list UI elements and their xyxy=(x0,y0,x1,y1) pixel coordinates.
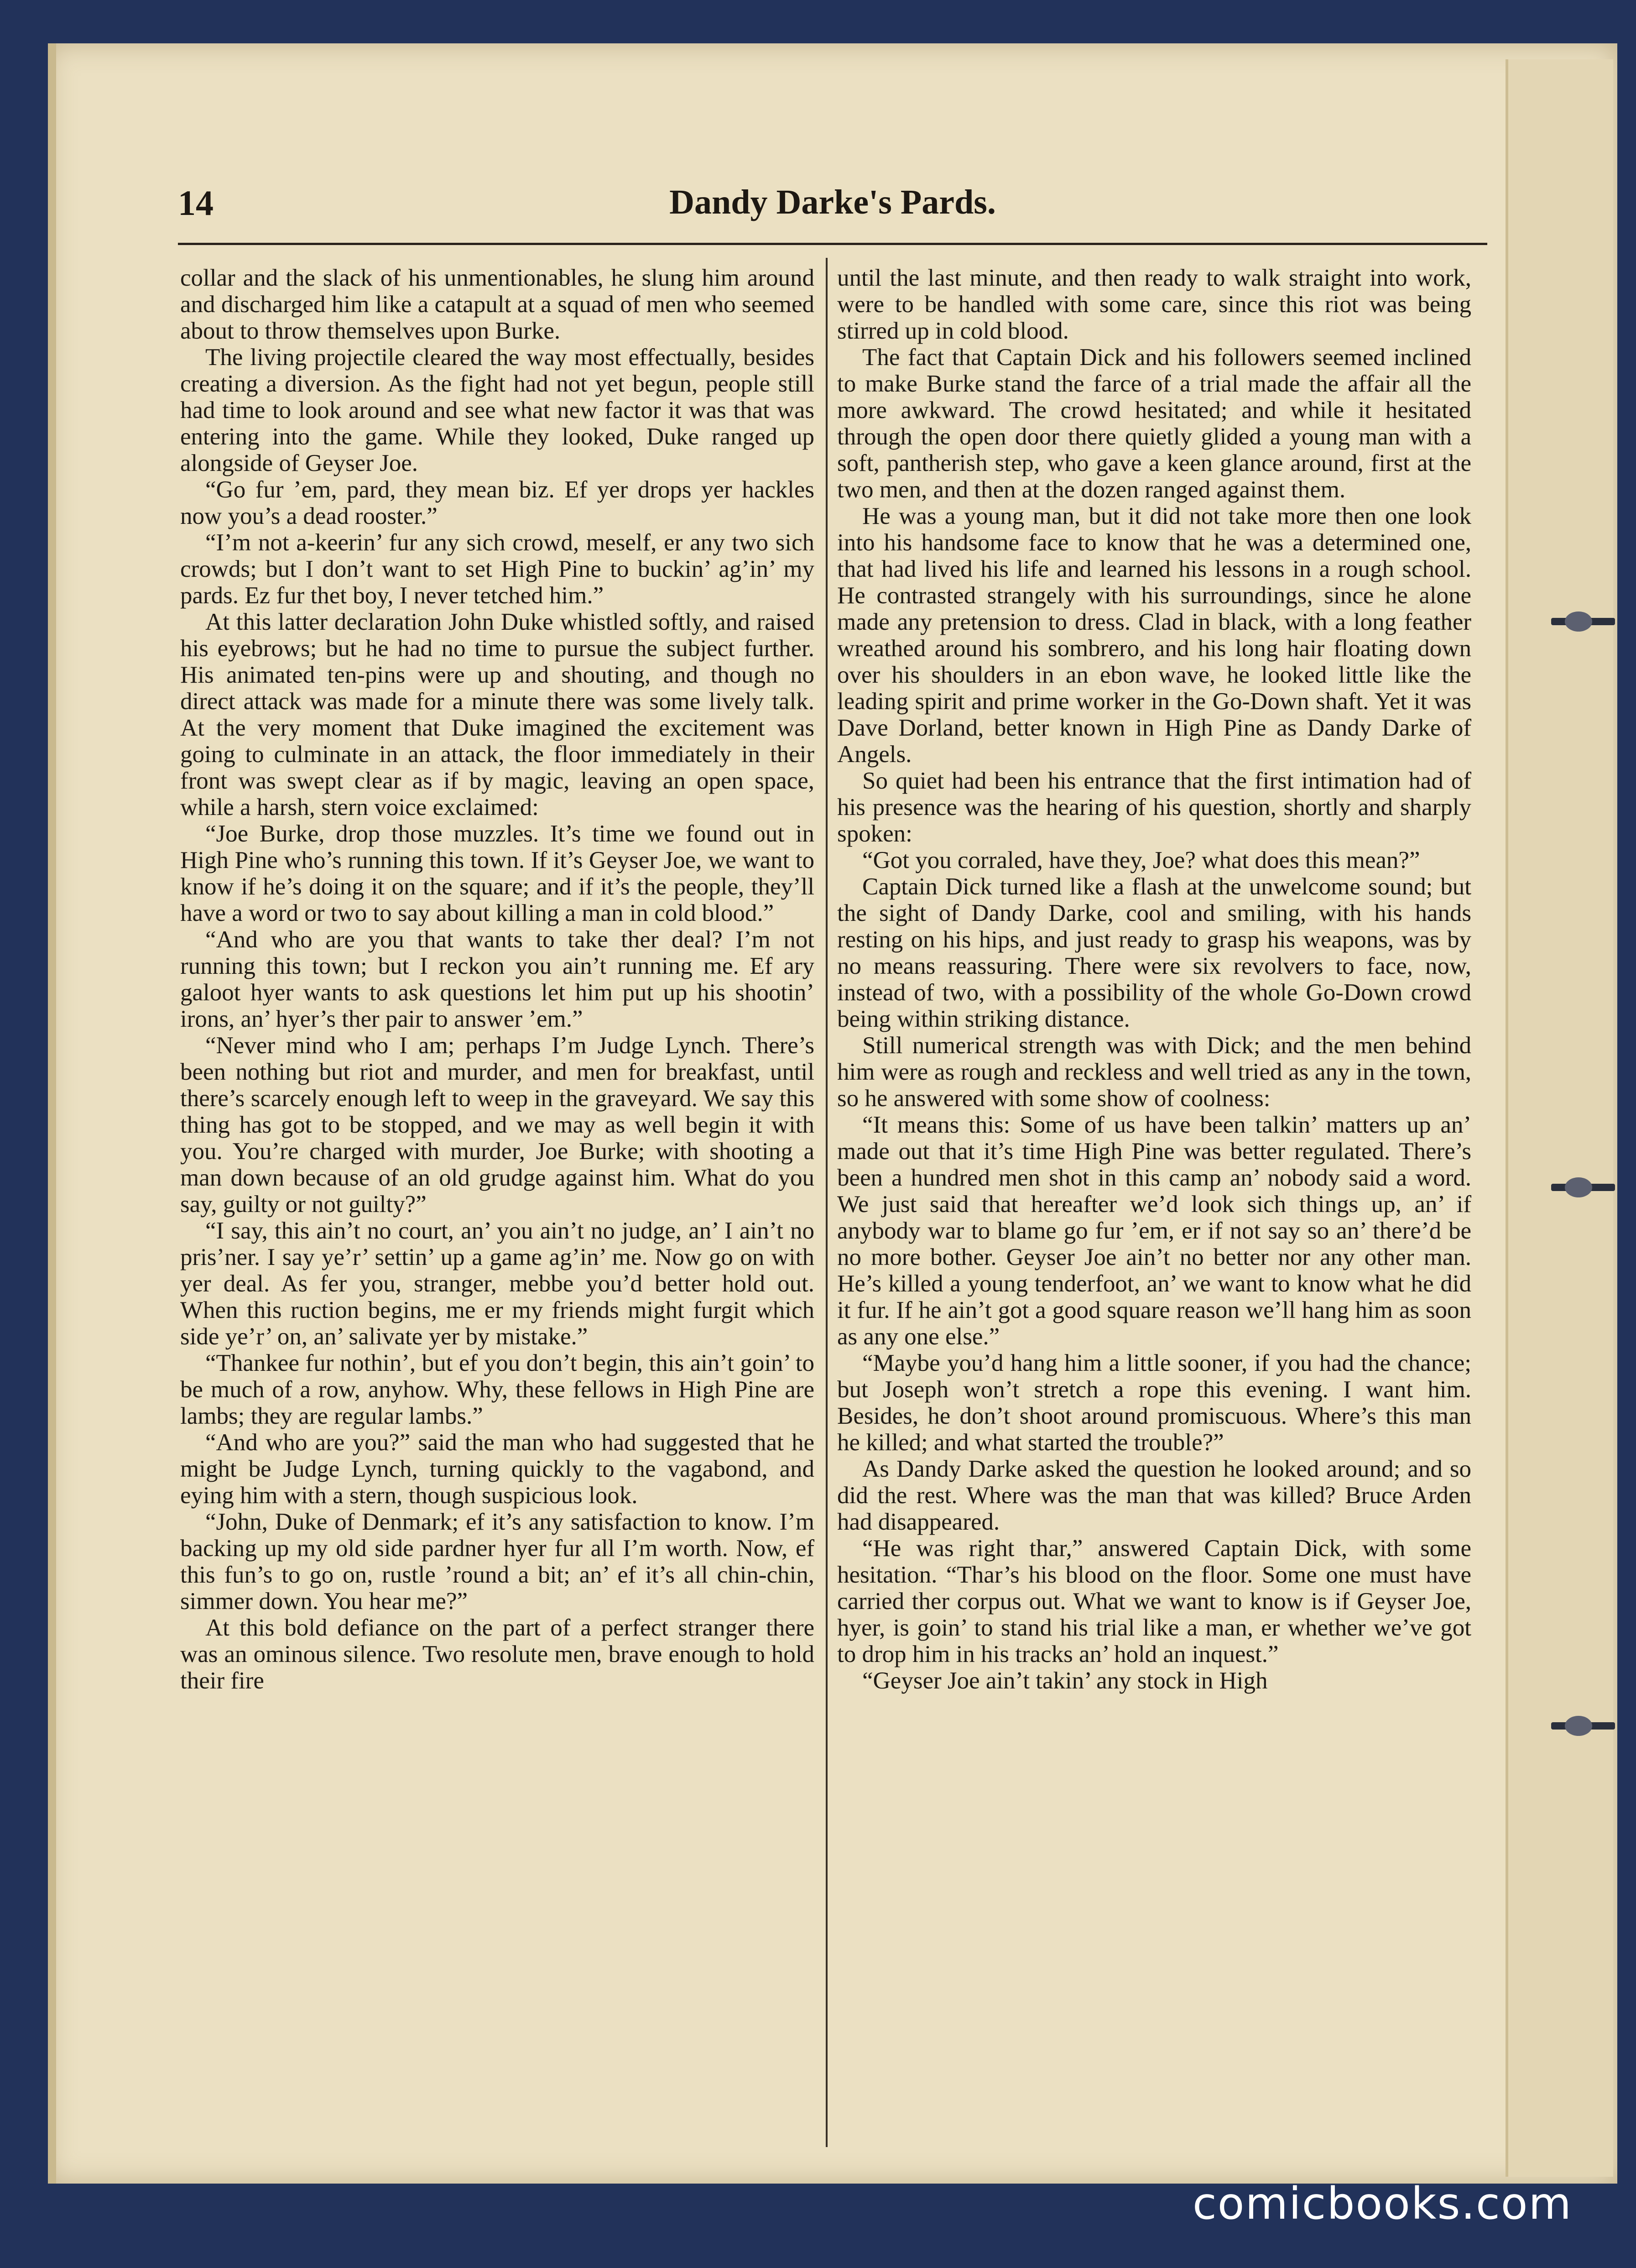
paragraph: “Got you corraled, have they, Joe? what does this mean?” xyxy=(862,847,1420,873)
staple-icon xyxy=(1551,1716,1615,1736)
paragraph: “Go fur ’em, pard, they mean biz. Ef yer drops yer hackles now you’s a dead rooster.” xyxy=(180,476,814,529)
page-number: 14 xyxy=(178,183,214,223)
page-edge xyxy=(48,43,56,2184)
watermark: comicbooks.com xyxy=(1192,2178,1572,2229)
paragraph: “I’m not a-keerin’ fur any sich crowd, meself, er any two sich crowds; but I don’t want to set High Pine to buckin’ ag’in’ my pards. Ez fur thet boy, I never tetched him.” xyxy=(180,529,814,609)
paragraph: The living projectile cleared the way most effectually, besides creating a diversion. As the fight had not yet begun, people still had time to look around and see what new factor it was that was entering into the game. While they looked, Duke ranged up alongside of Geyser Joe. xyxy=(180,344,814,476)
paragraph: As Dandy Darke asked the question he looked around; and so did the rest. Where was the man that was killed? Bruce Arden had disappeared. xyxy=(837,1456,1471,1535)
header-rule xyxy=(178,243,1487,245)
paragraph: “I say, this ain’t no court, an’ you ain’t no judge, an’ I ain’t no pris’ner. I say ye’r’ settin’ up a game ag’in’ me. Now go on with yer deal. As fer you, stranger, mebbe you’d better hold out. When this ruction begins, me er my friends might furgit which side ye’r’ on, an’ salivate yer by mistake.” xyxy=(180,1218,814,1350)
paragraph: “Joe Burke, drop those muzzles. It’s time we found out in High Pine who’s running this town. If it’s Geyser Joe, we want to know if he’s doing it on the square; and if it’s the people, they’ll have a word or two to say about killing a man in cold blood.” xyxy=(180,820,814,926)
paragraph: So quiet had been his entrance that the first intimation had of his presence was the hearing of his question, shortly and sharply spoken: xyxy=(837,768,1471,847)
page-header xyxy=(178,180,1487,235)
paragraph: “John, Duke of Denmark; ef it’s any satisfaction to know. I’m backing up my old side pardner hyer fur all I’m worth. Now, ef this fun’s to go on, rustle ’round a bit; an’ ef it’s all chin-chin, simmer down. You hear me?” xyxy=(180,1509,814,1615)
paragraph: until the last minute, and then ready to walk straight into work, were to be handled with some care, since this riot was being stirred up in cold blood. xyxy=(837,265,1471,344)
next-page-leaf xyxy=(1506,59,1613,2177)
paragraph: Captain Dick turned like a flash at the unwelcome sound; but the sight of Dandy Darke, cool and smiling, with his hands resting on his hips, and just ready to grasp his weapons, was by no means reassuring. There were six revolvers to face, now, instead of two, with a possibility of the whole Go-Down crowd being within striking distance. xyxy=(837,873,1471,1032)
left-column xyxy=(180,265,814,1694)
paragraph: The fact that Captain Dick and his followers seemed inclined to make Burke stand the farce of a trial made the affair all the more awkward. The crowd hesitated; and while it hesitated through the open door there quietly glided a young man with a soft, pantherish step, who gave a keen glance around, first at the two men, and then at the dozen ranged against them. xyxy=(837,344,1471,503)
paragraph: “And who are you?” said the man who had suggested that he might be Judge Lynch, turning quickly to the vagabond, and eying him with a stern, though suspicious look. xyxy=(180,1429,814,1509)
paragraph: “And who are you that wants to take ther deal? I’m not running this town; but I reckon you ain’t running me. Ef ary galoot hyer wants to ask questions let him put up his shootin’ irons, an’ hyer’s ther pair to answer ’em.” xyxy=(180,926,814,1032)
paragraph: “He was right thar,” answered Captain Dick, with some hesitation. “Thar’s his blood on the floor. Some one must have carried ther corpus out. What we want to know is if Geyser Joe, hyer, is goin’ to stand his trial like a man, er whether we’ve got to drop him in his tracks an’ hold an inquest.” xyxy=(837,1535,1471,1667)
column-divider xyxy=(826,258,828,2147)
paragraph: “Geyser Joe ain’t takin’ any stock in High xyxy=(862,1667,1268,1694)
paragraph: He was a young man, but it did not take more then one look into his handsome face to know that he was a determined one, that had lived his life and learned his lessons in a rough school. He contrasted strangely with his surroundings, since he alone made any pretension to dress. Clad in black, with a long feather wreathed around his sombrero, and his long hair floating down over his shoulders in an ebon wave, he looked little like the leading spirit and prime worker in the Go-Down shaft. Yet it was Dave Dorland, better known in High Pine as Dandy Darke of Angels. xyxy=(837,503,1471,768)
right-column xyxy=(837,265,1471,1694)
paragraph: “It means this: Some of us have been talkin’ matters up an’ made out that it’s time High Pine was better regulated. There’s been a hundred men shot in this camp an’ nobody said a word. We just said that hereafter we’d look sich things up, an’ if anybody war to blame go fur ’em, er if not say so an’ there’d be no more bother. Geyser Joe ain’t no better nor any other man. He’s killed a young tenderfoot, an’ we want to know what he did it fur. If he ain’t got a good square reason we’ll hang him as soon as any one else.” xyxy=(837,1112,1471,1350)
paragraph: collar and the slack of his unmentionables, he slung him around and discharged him like a catapult at a squad of men who seemed about to throw themselves upon Burke. xyxy=(180,265,814,344)
staple-icon xyxy=(1551,611,1615,632)
paragraph: “Maybe you’d hang him a little sooner, if you had the chance; but Joseph won’t stretch a rope this evening. I want him. Besides, he don’t shoot around promiscuous. Where’s this man he killed; and what started the trouble?” xyxy=(837,1350,1471,1456)
paragraph: “Thankee fur nothin’, but ef you don’t begin, this ain’t goin’ to be much of a row, anyhow. Why, these fellows in High Pine are lambs; they are regular lambs.” xyxy=(180,1350,814,1429)
paragraph: “Never mind who I am; perhaps I’m Judge Lynch. There’s been nothing but riot and murder, and men for breakfast, until there’s scarcely enough left to weep in the graveyard. We say this thing has got to be stopped, and we may as well begin it with you. You’re charged with murder, Joe Burke; with shooting a man down because of an old grudge against him. What do you say, guilty or not guilty?” xyxy=(180,1032,814,1218)
paragraph: At this bold defiance on the part of a perfect stranger there was an ominous silence. Two resolute men, brave enough to hold their fire xyxy=(180,1615,814,1694)
paragraph: Still numerical strength was with Dick; and the men behind him were as rough and reckless and well tried as any in the town, so he answered with some show of coolness: xyxy=(837,1032,1471,1112)
staple-icon xyxy=(1551,1177,1615,1197)
running-title: Dandy Darke's Pards. xyxy=(669,183,996,221)
paragraph: At this latter declaration John Duke whistled softly, and raised his eyebrows; but he had no time to pursue the subject further. His animated ten-pins were up and shouting, and though no direct attack was made for a minute there was some lively talk. At the very moment that Duke imagined the excitement was going to culminate in an attack, the floor immediately in their front was swept clear as if by magic, leaving an open space, while a harsh, stern voice exclaimed: xyxy=(180,609,814,820)
